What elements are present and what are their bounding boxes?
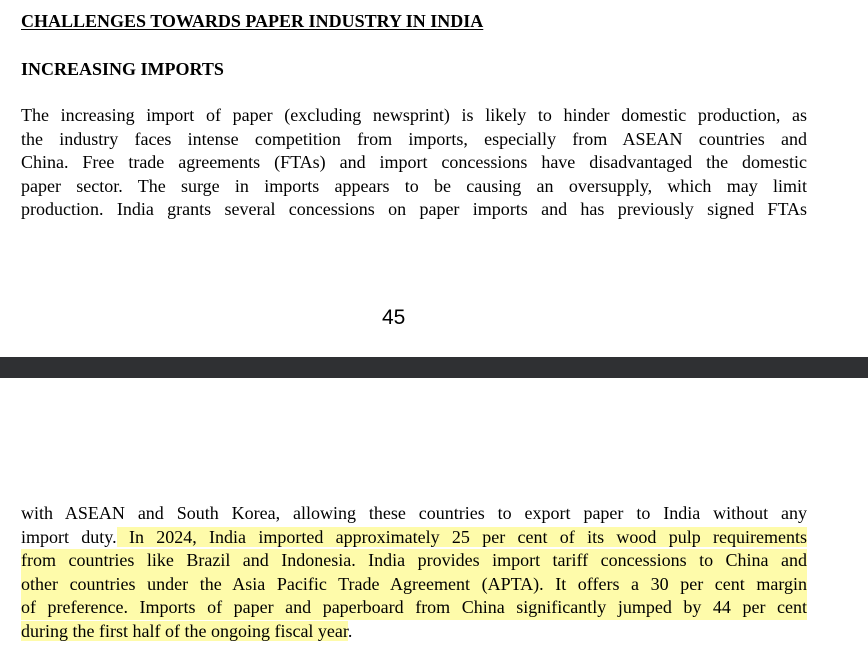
plain-text: import duty. bbox=[21, 526, 117, 547]
highlighted-line: from countries like Brazil and Indonesia. India provides import tariff concessions to China and bbox=[21, 549, 807, 573]
highlighted-text: during the first half of the ongoing fiscal year bbox=[21, 620, 348, 641]
paragraph-line: production. India grants several concessions on paper imports and has previously signed FTAs bbox=[21, 199, 807, 219]
continued-paragraph bbox=[21, 502, 807, 643]
plain-text: . bbox=[347, 620, 353, 641]
paragraph-line bbox=[21, 620, 807, 644]
paragraph-line: paper sector. The surge in imports appears to be causing an oversupply, which may limit bbox=[21, 175, 807, 196]
section-title: CHALLENGES TOWARDS PAPER INDUSTRY IN INDIA bbox=[21, 11, 484, 31]
paragraph-line: with ASEAN and South Korea, allowing these countries to export paper to India without any bbox=[21, 503, 807, 523]
body-paragraph bbox=[21, 104, 807, 222]
highlighted-line: other countries under the Asia Pacific Trade Agreement (APTA). It offers a 30 per cent margin bbox=[21, 573, 807, 597]
subsection-title: INCREASING IMPORTS bbox=[21, 59, 224, 79]
page-number: 45 bbox=[382, 306, 406, 329]
page-separator bbox=[0, 357, 868, 378]
paragraph-line: The increasing import of paper (excluding newsprint) is likely to hinder domestic production, as bbox=[21, 105, 807, 125]
highlighted-text: In 2024, India imported approximately 25 per cent of its wood pulp requirements bbox=[116, 526, 807, 547]
paragraph-line bbox=[21, 526, 807, 550]
paragraph-line: China. Free trade agreements (FTAs) and import concessions have disadvantaged the domestic bbox=[21, 152, 807, 172]
paragraph-line: the industry faces intense competition from imports, especially from ASEAN countries and bbox=[21, 128, 807, 149]
highlighted-line: of preference. Imports of paper and paperboard from China significantly jumped by 44 per cent bbox=[21, 596, 807, 620]
